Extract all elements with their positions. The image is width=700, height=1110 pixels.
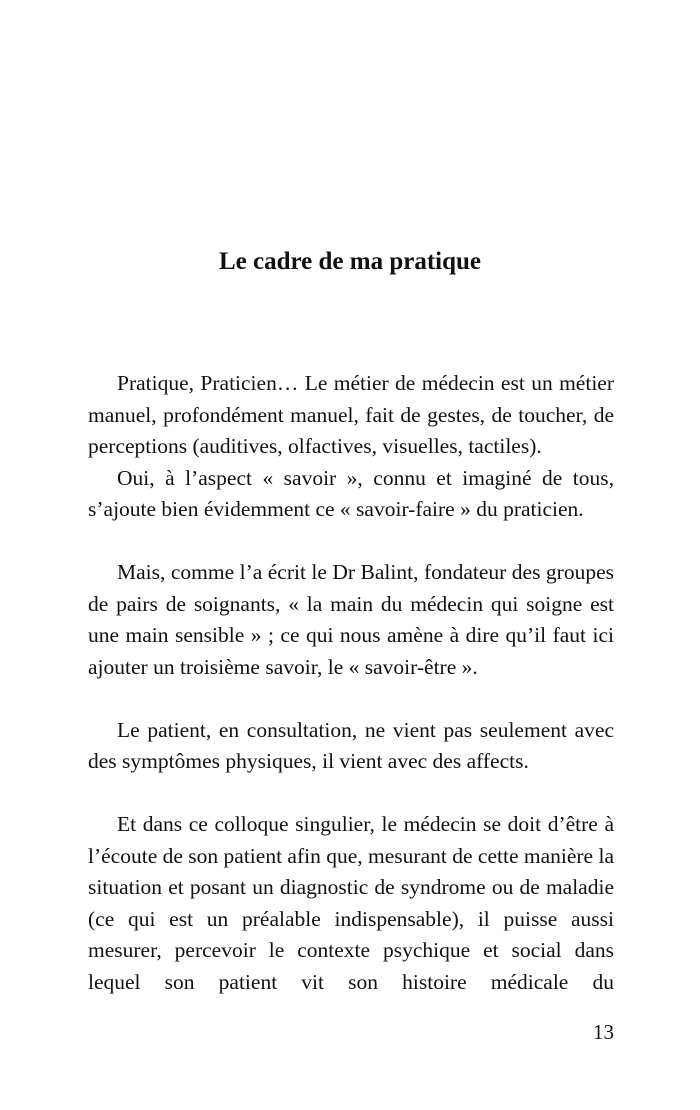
paragraph: Le patient, en consultation, ne vient pas seulement avec des symptômes physiques, il vient avec des affects. [88,717,614,773]
paragraph: Oui, à l’aspect « savoir », connu et imaginé de tous, s’ajoute bien évidemment ce « savoir-faire » du praticien. [88,465,614,521]
paragraph: Et dans ce colloque singulier, le médecin se doit d’être à l’écoute de son patient afin que, mesurant de cette manière la situation et posant un diagnostic de syndrome ou de maladie (ce qui est un préalable indispensable), il puisse aussi mesurer, percevoir le contexte psychique et social dans lequel son patient vit son histoire médicale du [88,812,614,994]
page-number: 13 [593,1020,614,1044]
paragraph: Mais, comme l’a écrit le Dr Balint, fondateur des groupes de pairs de soignants, « la main du médecin qui soigne est une main sensible » ; ce qui nous amène à dire qu’il faut ici ajouter un troisième savoir, le « savoir-être ». [88,560,614,679]
chapter-title: Le cadre de ma pratique [218,248,481,275]
paragraph: Pratique, Praticien… Le métier de médecin est un métier manuel, profondément manuel, fait de gestes, de toucher, de perceptions (auditives, olfactives, visuelles, tactiles). [88,371,614,458]
body-text [88,368,614,998]
